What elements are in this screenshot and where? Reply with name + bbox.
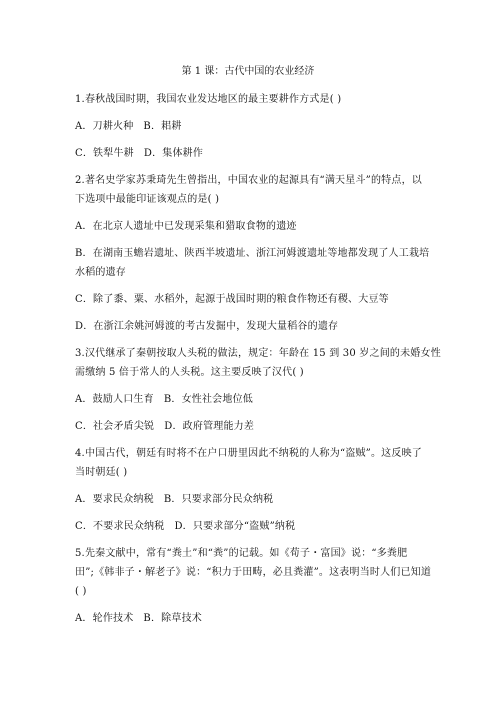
question-5-stem-line-2: 田”;《韩非子・解老子》说：“积力于田畴，必且粪灌”。这表明当时人们已知道 [75,567,432,578]
question-1-options-row-2 [75,147,203,160]
question-3-stem-line-1: 3.汉代继承了秦朝按取人头税的做法，规定：年龄在 15 到 30 岁之间的未婚女性 [75,348,441,359]
question-5-options-row-1 [75,612,202,625]
option-a: A．要求民众纳税 [75,494,154,505]
option-d: D．只要求部分“盗贼”纳税 [174,521,296,532]
question-2-stem-line-2: 下选项中最能印证该观点的是( ) [75,194,220,205]
option-a: A．鼓励人口生育 [75,394,154,405]
option-b: B．只要求部分民众纳税 [163,494,274,505]
option-c: C．不要求民众纳税 [75,521,165,532]
question-5-stem-line-1: 5.先秦文献中，常有“粪土”和“粪”的记载。如《荀子・富国》说：“多粪肥 [75,548,408,559]
question-4-stem-line-1: 4.中国古代，朝廷有时将不在户口册里因此不纳税的人称为“盗贼”。这反映了 [75,448,422,459]
question-3-stem-line-2: 需缴纳 5 倍于常人的人头税。这主要反映了汉代( ) [75,367,304,378]
question-2-option-b-line-1: B．在湖南玉蟾岩遗址、陕西半坡遗址、浙江河姆渡遗址等地都发现了人工栽培 [75,248,430,259]
question-1-stem: 1.春秋战国时期，我国农业发达地区的最主要耕作方式是( ) [75,94,342,105]
option-a: A．轮作技术 [75,613,134,624]
option-c: C．社会矛盾尖锐 [75,421,155,432]
question-2-option-a: A．在北京人遗址中已发现采集和猎取食物的遗迹 [75,221,297,232]
question-5-stem-line-3: ( ) [75,586,87,597]
option-d: D．集体耕作 [143,148,204,159]
question-2-stem-line-1: 2.著名史学家苏秉琦先生曾指出，中国农业的起源具有“满天星斗”的特点，以 [75,175,422,186]
question-3-options-row-2 [75,420,254,433]
question-3-options-row-1 [75,393,253,406]
question-2-option-d: D．在浙江余姚河姆渡的考古发掘中，发现大量稻谷的遗存 [75,321,339,332]
option-b: B．女性社会地位低 [163,394,253,405]
option-a: A．刀耕火种 [75,121,134,132]
question-2-option-b-line-2: 水稻的遗存 [75,267,126,278]
option-c: C．铁犁牛耕 [75,148,134,159]
lesson-title: 第 1 课：古代中国的农业经济 [181,66,315,77]
question-4-options-row-1 [75,493,273,506]
question-2-option-c: C．除了黍、粟、水稻外，起源于战国时期的粮食作物还有稷、大豆等 [75,294,389,305]
question-1-options-row-1 [75,120,182,133]
question-4-options-row-2 [75,520,295,533]
question-4-stem-line-2: 当时朝廷( ) [75,467,128,478]
option-d: D．政府管理能力差 [164,421,255,432]
option-b: B．耜耕 [143,121,182,132]
option-b: B．除草技术 [143,613,202,624]
